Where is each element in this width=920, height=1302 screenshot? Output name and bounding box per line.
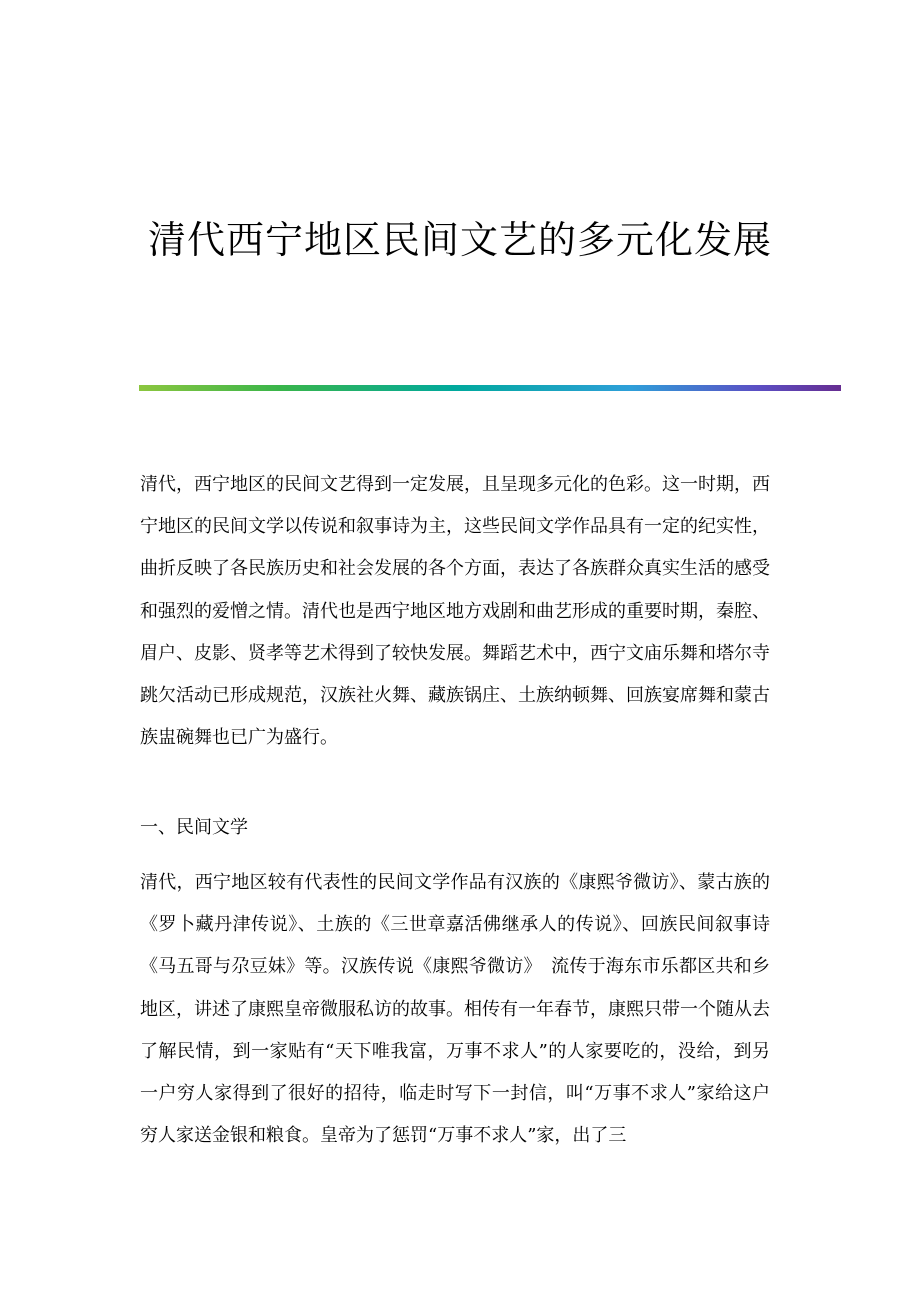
section-paragraph: 清代，西宁地区较有代表性的民间文学作品有汉族的《康熙爷微访》、蒙古族的《罗卜藏丹津传说》、土族的《三世章嘉活佛继承人的传说》、回族民间叙事诗《马五哥与尕豆妹》等。汉族传说《康熙爷微访》 流传于海东市乐都区共和乡地区，讲述了康熙皇帝微服私访的故事。相传有一年春节，康熙只带一个随从去了解民情，到一家贴有“天下唯我富，万事不求人”的人家要吃的，没给，到另一户穷人家得到了很好的招待，临走时写下一封信，叫“万事不求人”家给这户穷人家送金银和粮食。皇帝为了惩罚“万事不求人”家，出了三 bbox=[140, 872, 770, 1147]
intro-paragraph: 清代，西宁地区的民间文艺得到一定发展，且呈现多元化的色彩。这一时期，西宁地区的民间文学以传说和叙事诗为主，这些民间文学作品具有一定的纪实性，曲折反映了各民族历史和社会发展的各个方面，表达了各族群众真实生活的感受和强烈的爱憎之情。清代也是西宁地区地方戏剧和曲艺形成的重要时期，秦腔、眉户、皮影、贤孝等艺术得到了较快发展。舞蹈艺术中，西宁文庙乐舞和塔尔寺跳欠活动已形成规范，汉族社火舞、藏族锅庄、土族纳顿舞、回族宴席舞和蒙古族盅碗舞也已广为盛行。 bbox=[140, 474, 770, 749]
section-heading: 一、民间文学 bbox=[140, 817, 248, 838]
title-divider bbox=[139, 385, 841, 391]
document-title: 清代西宁地区民间文艺的多元化发展 bbox=[147, 218, 772, 262]
